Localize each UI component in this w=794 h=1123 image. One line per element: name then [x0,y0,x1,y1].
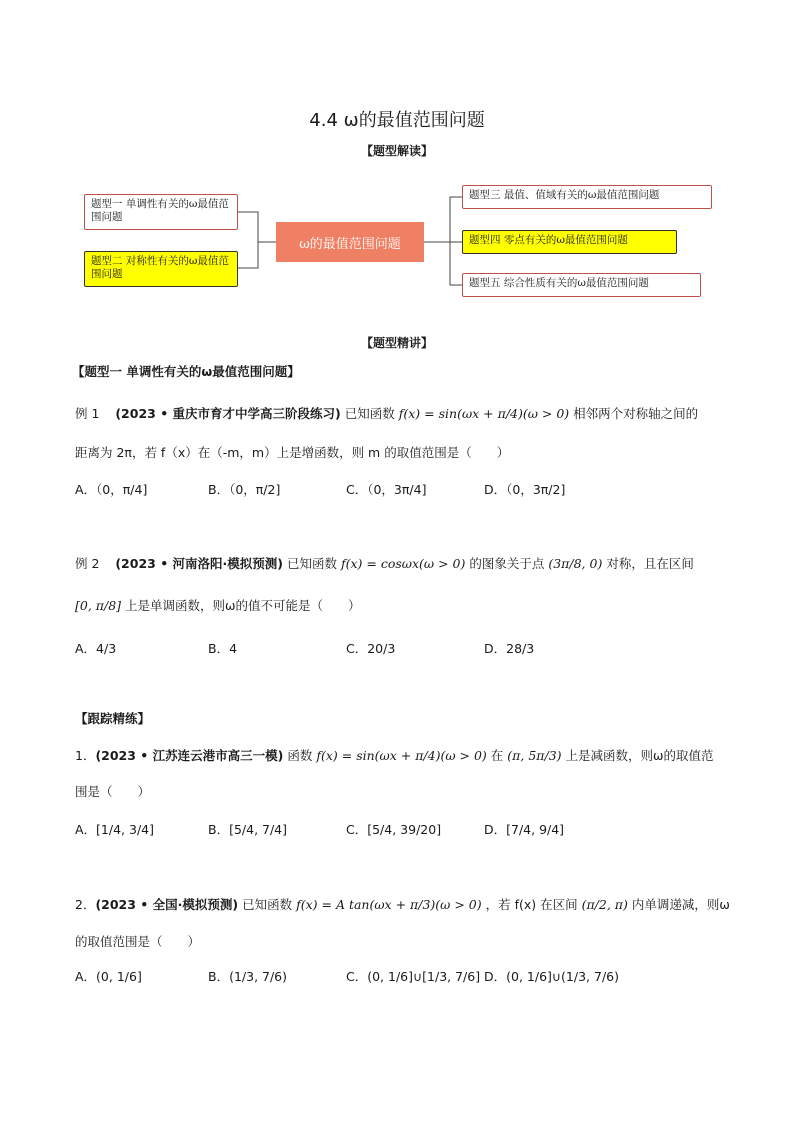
practice-2-option-b: B．(1/3, 7/6) [208,969,288,984]
section-lecture-heading: 【题型精讲】 [360,336,433,350]
example-2-interval: [0, π/8] [75,598,122,613]
example-2-option-b: B．4 [208,641,238,656]
example-1-option-c: C．（0，3π/4] [346,482,427,497]
practice-1-interval: (π, 5π/3) [507,748,562,763]
example-2-line2 [75,596,361,614]
practice-1-label: 1． [75,748,96,763]
mindmap-node-type2: 题型二 对称性有关的ω最值范围问题 [84,251,238,287]
practice-1-option-c: C．[5/4, 39/20] [346,822,442,837]
example-2-point: (3π/8, 0) [548,556,603,571]
practice-2-option-a: A．(0, 1/6] [75,969,142,984]
practice-2-line2: 的取值范围是（ ） [75,934,201,949]
practice-2-interval: (π/2, π) [581,897,628,912]
example-2-line1 [75,554,694,572]
mindmap-node-type5: 题型五 综合性质有关的ω最值范围问题 [462,273,701,297]
example-2-option-c: C．20/3 [346,641,396,656]
practice-1-option-a: A．[1/4, 3/4] [75,822,154,837]
example-2-function: f(x) = cosωx(ω > 0) [341,556,466,571]
practice-2-label: 2． [75,897,96,912]
example-2-line2-text: 上是单调函数，则ω的值不可能是（ ） [125,598,361,613]
example-1-option-a: A．（0，π/4] [75,482,148,497]
section-practice-heading: 【跟踪精练】 [75,711,151,726]
example-1-option-d: D．（0，3π/2] [484,482,566,497]
example-2-option-a: A．4/3 [75,641,117,656]
example-2-text-b: 的图象关于点 [469,556,545,571]
mindmap-node-type3: 题型三 最值、值域有关的ω最值范围问题 [462,185,712,209]
practice-2-option-c: C．(0, 1/6]∪[1/3, 7/6] [346,969,481,984]
example-1-function: f(x) = sin(ωx + π/4)(ω > 0) [398,406,570,421]
example-1-label: 例 1 [75,406,100,421]
example-2-option-d: D．28/3 [484,641,535,656]
practice-1-text-b: 在 [490,748,504,763]
type1-heading: 【题型一 单调性有关的ω最值范围问题】 [72,364,300,379]
example-1-line1 [75,404,698,422]
example-2-label: 例 2 [75,556,100,571]
example-1-line2: 距离为 2π，若 f（x）在（-m，m）上是增函数，则 m 的取值范围是（ ） [75,445,510,460]
practice-1-text-c: 上是减函数，则ω的取值范 [565,748,714,763]
example-1-text-b: 相邻两个对称轴之间的 [573,406,699,421]
example-2-source: (2023 • 河南洛阳·模拟预测) [115,556,284,571]
practice-1-line2: 围是（ ） [75,784,151,799]
section-analysis-heading: 【题型解读】 [360,144,433,158]
mindmap-node-type4: 题型四 零点有关的ω最值范围问题 [462,230,677,254]
practice-2-text-c: 内单调递减，则ω [631,897,730,912]
example-2-text: 已知函数 [287,556,338,571]
practice-2-line1 [75,895,730,913]
practice-2-source: (2023 • 全国·模拟预测) [95,897,239,912]
practice-1-line1 [75,746,713,764]
example-1-source: (2023 • 重庆市育才中学高三阶段练习) [115,406,341,421]
practice-2-function: f(x) = A tan(ωx + π/3)(ω > 0) [296,897,482,912]
mindmap-center-node: ω的最值范围问题 [276,222,424,262]
practice-1-function: f(x) = sin(ωx + π/4)(ω > 0) [316,748,487,763]
practice-1-source: (2023 • 江苏连云港市高三一模) [95,748,284,763]
page-title: 4.4 ω的最值范围问题 [309,110,485,131]
practice-2-text: 已知函数 [242,897,293,912]
practice-1-option-d: D．[7/4, 9/4] [484,822,565,837]
practice-1-option-b: B．[5/4, 7/4] [208,822,288,837]
example-1-text: 已知函数 [344,406,395,421]
practice-2-text-b: ，若 f(x) 在区间 [485,897,578,912]
example-2-text-c: 对称，且在区间 [606,556,694,571]
practice-2-option-d: D．(0, 1/6]∪(1/3, 7/6) [484,969,619,984]
example-1-option-b: B．（0，π/2] [208,482,281,497]
mindmap-node-type1: 题型一 单调性有关的ω最值范围问题 [84,194,238,230]
practice-1-text: 函数 [287,748,313,763]
